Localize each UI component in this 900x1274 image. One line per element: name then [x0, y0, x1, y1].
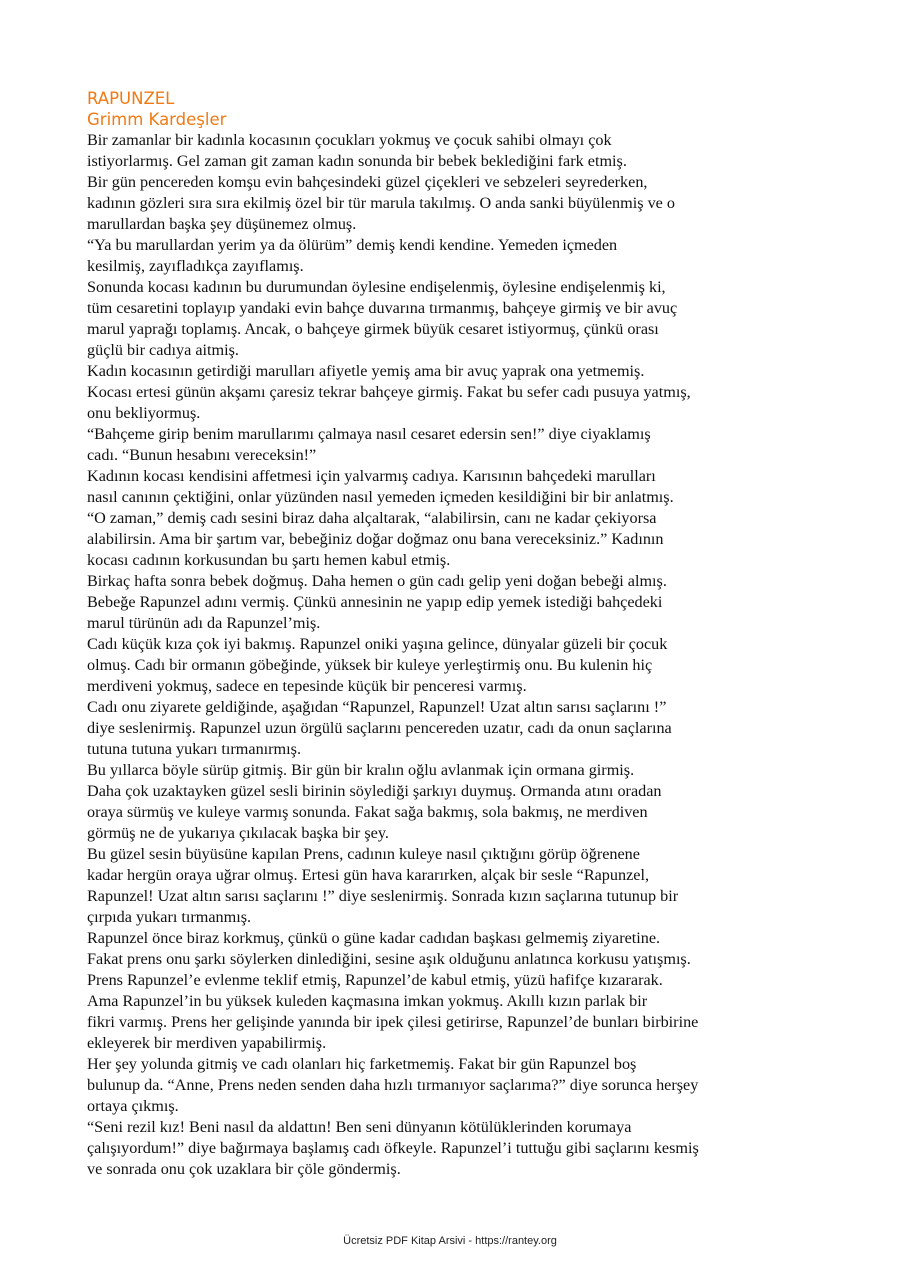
text-line: görmüş ne de yukarıya çıkılacak başka bir şey. — [87, 824, 389, 842]
text-line: çırpıda yukarı tırmanmış. — [87, 908, 252, 926]
text-line: oraya sürmüş ve kuleye varmış sonunda. Fakat sağa bakmış, sola bakmış, ne merdiven — [87, 803, 648, 821]
text-line: Bu güzel sesin büyüsüne kapılan Prens, cadının kuleye nasıl çıktığını görüp öğrenene — [87, 845, 640, 863]
text-line: marul türünün adı da Rapunzel’miş. — [87, 614, 321, 632]
text-line: merdiveni yokmuş, sadece en tepesinde küçük bir penceresi varmış. — [87, 677, 527, 695]
text-line: fikri varmış. Prens her gelişinde yanında bir ipek çilesi getirirse, Rapunzel’de bunları birbirine — [87, 1013, 699, 1031]
story-body — [87, 130, 787, 1180]
text-line: tutuna tutuna yukarı tırmanırmış. — [87, 740, 301, 758]
text-line: Ama Rapunzel’in bu yüksek kuleden kaçmasına imkan yokmuş. Akıllı kızın parlak bir — [87, 992, 648, 1010]
text-line: kadar hergün oraya uğrar olmuş. Ertesi gün hava kararırken, alçak bir sesle “Rapunzel, — [87, 866, 649, 884]
text-line: ekleyerek bir merdiven yapabilirmiş. — [87, 1034, 327, 1052]
text-line: Bir gün pencereden komşu evin bahçesindeki güzel çiçekleri ve sebzeleri seyrederken, — [87, 173, 648, 191]
text-line: “O zaman,” demiş cadı sesini biraz daha alçaltarak, “alabilirsin, canı ne kadar çekiyorsa — [87, 509, 657, 527]
text-line: “Seni rezil kız! Beni nasıl da aldattın! Ben seni dünyanın kötülüklerinden korumaya — [87, 1118, 632, 1136]
text-line: kadının gözleri sıra sıra ekilmiş özel bir tür marula takılmış. O anda sanki büyülenmiş ve o — [87, 194, 676, 212]
text-line: güçlü bir cadıya aitmiş. — [87, 341, 239, 359]
text-line: Bir zamanlar bir kadınla kocasının çocukları yokmuş ve çocuk sahibi olmayı çok — [87, 131, 612, 149]
text-line: Prens Rapunzel’e evlenme teklif etmiş, Rapunzel’de kabul etmiş, yüzü hafifçe kızararak. — [87, 971, 663, 989]
text-line: çalışıyordum!” diye bağırmaya başlamış cadı öfkeyle. Rapunzel’i tuttuğu gibi saçlarını kesmiş — [87, 1139, 699, 1157]
document-page — [87, 88, 787, 1180]
text-line: ortaya çıkmış. — [87, 1097, 179, 1115]
text-line: tüm cesaretini toplayıp yandaki evin bahçe duvarına tırmanmış, bahçeye girmiş ve bir avuç — [87, 299, 678, 317]
text-line: “Bahçeme girip benim marullarımı çalmaya nasıl cesaret edersin sen!” diye ciyaklamış — [87, 425, 651, 443]
text-line: Rapunzel! Uzat altın sarısı saçlarını !” diye seslenirmiş. Sonrada kızın saçlarına tutunup bir — [87, 887, 679, 905]
text-line: Bu yıllarca böyle sürüp gitmiş. Bir gün bir kralın oğlu avlanmak için ormana girmiş. — [87, 761, 635, 779]
text-line: Cadı onu ziyarete geldiğinde, aşağıdan “Rapunzel, Rapunzel! Uzat altın sarısı saçlarını !” — [87, 698, 667, 716]
story-title: RAPUNZEL — [87, 89, 175, 108]
story-author: Grimm Kardeşler — [87, 110, 227, 129]
text-line: olmuş. Cadı bir ormanın göbeğinde, yüksek bir kuleye yerleştirmiş onu. Bu kulenin hiç — [87, 656, 653, 674]
text-line: Cadı küçük kıza çok iyi bakmış. Rapunzel oniki yaşına gelince, dünyalar güzeli bir çocuk — [87, 635, 668, 653]
text-line: Birkaç hafta sonra bebek doğmuş. Daha hemen o gün cadı gelip yeni doğan bebeği almış. — [87, 572, 667, 590]
text-line: Kocası ertesi günün akşamı çaresiz tekrar bahçeye girmiş. Fakat bu sefer cadı pusuya yatmış, — [87, 383, 691, 401]
text-line: nasıl canının çektiğini, onlar yüzünden nasıl yemeden içmeden kesildiğini bir bir anlatmış. — [87, 488, 674, 506]
text-line: ve sonrada onu çok uzaklara bir çöle göndermiş. — [87, 1160, 401, 1178]
page-footer: Ücretsiz PDF Kitap Arsivi - https://rantey.org — [343, 1235, 557, 1247]
text-line: Kadın kocasının getirdiği marulları afiyetle yemiş ama bir avuç yaprak ona yetmemiş. — [87, 362, 645, 380]
text-line: istiyorlarmış. Gel zaman git zaman kadın sonunda bir bebek beklediğini fark etmiş. — [87, 152, 627, 170]
text-line: kocası cadının korkusundan bu şartı hemen kabul etmiş. — [87, 551, 451, 569]
text-line: Kadının kocası kendisini affetmesi için yalvarmış cadıya. Karısının bahçedeki marulları — [87, 467, 656, 485]
text-line: Daha çok uzaktayken güzel sesli birinin söylediği şarkıyı duymuş. Ormanda atını oradan — [87, 782, 662, 800]
text-line: Bebeğe Rapunzel adını vermiş. Çünkü annesinin ne yapıp edip yemek istediği bahçedeki — [87, 593, 663, 611]
text-line: Fakat prens onu şarkı söylerken dinlediğini, sesine aşık olduğunu anlatınca korkusu yatışmış. — [87, 950, 691, 968]
text-line: marullardan başka şey düşünemez olmuş. — [87, 215, 357, 233]
text-line: Sonunda kocası kadının bu durumundan öylesine endişelenmiş, öylesine endişelenmiş ki, — [87, 278, 666, 296]
text-line: alabilirsin. Ama bir şartım var, bebeğiniz doğar doğmaz onu bana vereceksiniz.” Kadının — [87, 530, 664, 548]
text-line: “Ya bu marullardan yerim ya da ölürüm” demiş kendi kendine. Yemeden içmeden — [87, 236, 618, 254]
text-line: kesilmiş, zayıfladıkça zayıflamış. — [87, 257, 304, 275]
text-line: bulunup da. “Anne, Prens neden senden daha hızlı tırmanıyor saçlarıma?” diye sorunca herşey — [87, 1076, 699, 1094]
text-line: Her şey yolunda gitmiş ve cadı olanları hiç farketmemiş. Fakat bir gün Rapunzel boş — [87, 1055, 637, 1073]
text-line: marul yaprağı toplamış. Ancak, o bahçeye girmek büyük cesaret istiyormuş, çünkü orası — [87, 320, 659, 338]
text-line: onu bekliyormuş. — [87, 404, 201, 422]
text-line: diye seslenirmiş. Rapunzel uzun örgülü saçlarını pencereden uzatır, cadı da onun saçlarına — [87, 719, 672, 737]
text-line: Rapunzel önce biraz korkmuş, çünkü o güne kadar cadıdan başkası gelmemiş ziyaretine. — [87, 929, 661, 947]
text-line: cadı. “Bunun hesabını vereceksin!” — [87, 446, 317, 464]
